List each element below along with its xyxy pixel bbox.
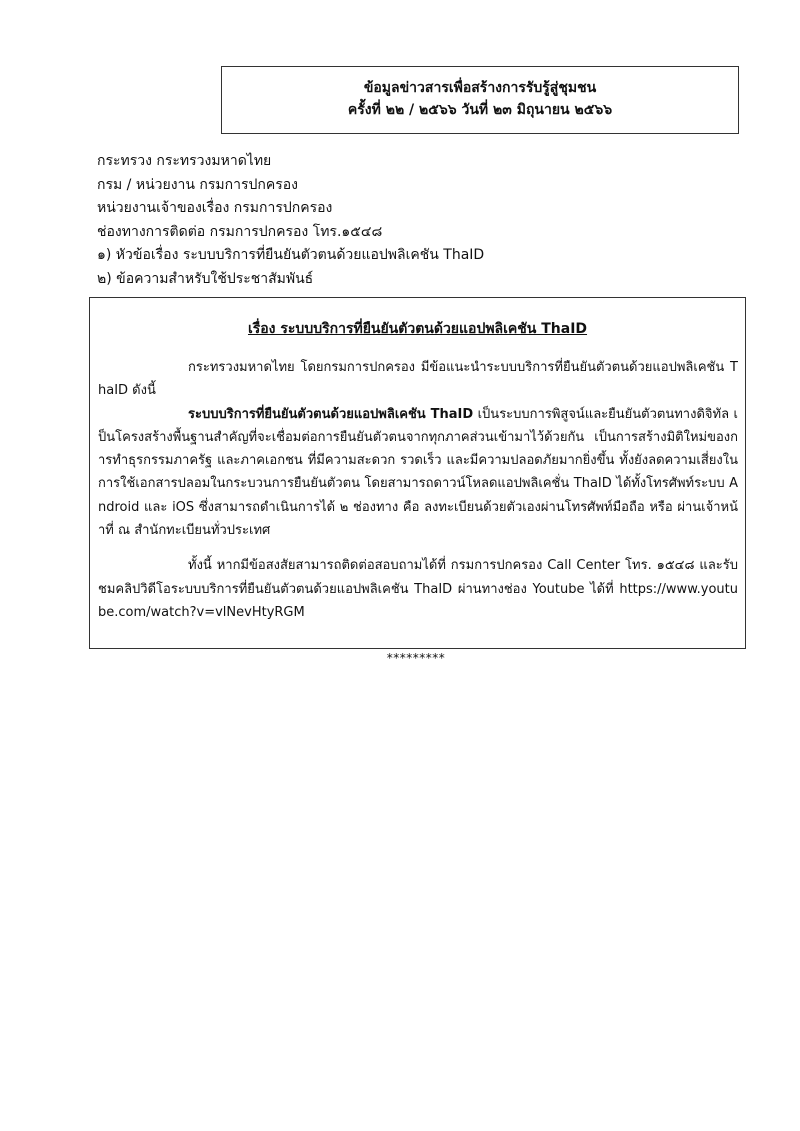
meta-department: กรม / หน่วยงาน กรมการปกครอง — [97, 176, 298, 193]
paragraph-gap — [98, 542, 738, 554]
meta-ministry: กระทรวง กระทรวงมหาดไทย — [97, 153, 272, 169]
paragraph-intro: กระทรวงมหาดไทย โดยกรมการปกครอง มีข้อแนะนำระบบบริการที่ยืนยันตัวตนด้วยแอปพลิเคชัน ThaID ดังนี้ — [98, 360, 738, 399]
header-box — [221, 66, 739, 134]
content-body — [98, 356, 738, 624]
header-issue-date: ครั้งที่ ๒๒ / ๒๕๖๖ วันที่ ๒๓ มิถุนายน ๒๕๖๖ — [347, 102, 613, 118]
paragraph-description-heading: ระบบบริการที่ยืนยันตัวตนด้วยแอปพลิเคชัน ThaID — [188, 406, 474, 422]
meta-topic: ๑) หัวข้อเรื่อง ระบบบริการที่ยืนยันตัวตนด้วยแอปพลิเคชัน ThaID — [97, 247, 485, 263]
header-title: ข้อมูลข่าวสารเพื่อสร้างการรับรู้สู่ชุมชน — [363, 80, 597, 96]
meta-info — [97, 150, 484, 291]
paragraph-description-text: เป็นระบบการพิสูจน์และยืนยันตัวตนทางดิจิทัล เป็นโครงสร้างพื้นฐานสำคัญที่จะเชื่อมต่อการยืนยันตัวตนจากทุกภาคส่วนเข้ามาไว้ด้วยกัน เป็นการสร้างมิติใหม่ของการทำธุรกรรมภาครัฐ และภาคเอกชน ที่มีความสะดวก รวดเร็ว และมีความปลอดภัยมากยิ่งขึ้น ทั้งยังลดความเสี่ยงในการใช้เอกสารปลอมในกระบวนการยืนยันตัวตน โดยสามารถดาวน์โหลดแอปพลิเคชั่น ThaID ได้ทั้งโทรศัพท์ระบบ Android และ iOS ซึ่งสามารถดำเนินการได้ ๒ ช่องทาง คือ ลงทะเบียนด้วยตัวเองผ่านโทรศัพท์มือถือ หรือ ผ่านเจ้าหน้าที่ ณ สำนักทะเบียนทั่วประเทศ — [98, 406, 738, 539]
end-marker: ********* — [386, 651, 446, 665]
paragraph-description — [98, 403, 738, 543]
meta-message-label: ๒) ข้อความสำหรับใช้ประชาสัมพันธ์ — [97, 270, 314, 287]
content-title: เรื่อง ระบบบริการที่ยืนยันตัวตนด้วยแอปพลิเคชัน ThaID — [247, 321, 588, 337]
meta-owner: หน่วยงานเจ้าของเรื่อง กรมการปกครอง — [97, 200, 333, 216]
content-box — [89, 297, 746, 649]
meta-contact: ช่องทางการติดต่อ กรมการปกครอง โทร.๑๕๔๘ — [97, 223, 383, 240]
paragraph-contact: ทั้งนี้ หากมีข้อสงสัยสามารถติดต่อสอบถามได้ที่ กรมการปกครอง Call Center โทร. ๑๕๔๘ และรับชมคลิปวิดีโอระบบบริการที่ยืนยันตัวตนด้วยแอปพลิเคชัน ThaID ผ่านทางช่อง Youtube ได้ที่ https://www.youtube.com/watch?v=vlNevHtyRGM — [98, 558, 738, 620]
